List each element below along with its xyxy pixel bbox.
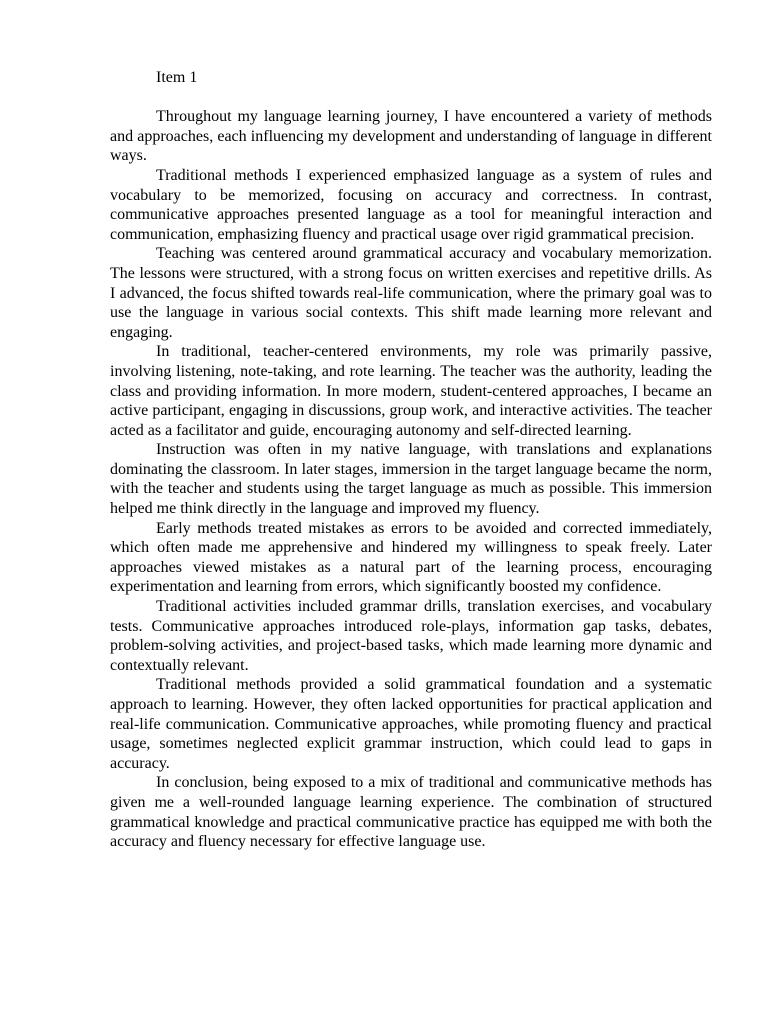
paragraph-instruction-language: Instruction was often in my native language, with translations and explanations dominating the classroom. In later stages, immersion in the target language became the norm, with the teacher and students using the target language as much as possible. This immersion helped me think directly in the language and improved my fluency. bbox=[110, 441, 712, 518]
paragraph-evaluation: Traditional methods provided a solid grammatical foundation and a systematic approach to learning. However, they often lacked opportunities for practical application and real-life communication. Communicative approaches, while promoting fluency and practical usage, sometimes neglected explicit grammar instruction, which could lead to gaps in accuracy. bbox=[110, 676, 712, 772]
paragraph-mistakes: Early methods treated mistakes as errors to be avoided and corrected immediately, which often made me apprehensive and hindered my willingness to speak freely. Later approaches viewed mistakes as a natural part of the learning process, encouraging experimentation and learning from errors, which significantly boosted my confidence. bbox=[110, 519, 712, 596]
paragraph-roles: In traditional, teacher-centered environments, my role was primarily passive, involving listening, note-taking, and rote learning. The teacher was the authority, leading the class and providing information. In more modern, student-centered approaches, I became an active participant, engaging in discussions, group work, and interactive activities. The teacher acted as a facilitator and guide, encouraging autonomy and self-directed learning. bbox=[110, 343, 712, 439]
paragraph-intro: Throughout my language learning journey, I have encountered a variety of methods and approaches, each influencing my development and understanding of language in different ways. bbox=[110, 108, 712, 165]
paragraph-conclusion: In conclusion, being exposed to a mix of traditional and communicative methods has given me a well-rounded language learning experience. The combination of structured grammatical knowledge and practical communicative practice has equipped me with both the accuracy and fluency necessary for effective language use. bbox=[110, 774, 712, 851]
item-heading: Item 1 bbox=[156, 69, 198, 86]
paragraph-activities: Traditional activities included grammar drills, translation exercises, and vocabulary tests. Communicative approaches introduced role-plays, information gap tasks, debates, problem-solving activities, and project-based tasks, which made learning more dynamic and contextually relevant. bbox=[110, 598, 712, 674]
paragraph-methods: Traditional methods I experienced emphasized language as a system of rules and vocabulary to be memorized, focusing on accuracy and correctness. In contrast, communicative approaches presented language as a tool for meaningful interaction and communication, emphasizing fluency and practical usage over rigid grammatical precision. bbox=[110, 166, 712, 243]
document-page bbox=[110, 68, 712, 852]
paragraph-teaching: Teaching was centered around grammatical accuracy and vocabulary memorization. The lessons were structured, with a strong focus on written exercises and repetitive drills. As I advanced, the focus shifted towards real-life communication, where the primary goal was to use the language in various social contexts. This shift made learning more relevant and engaging. bbox=[110, 245, 712, 341]
